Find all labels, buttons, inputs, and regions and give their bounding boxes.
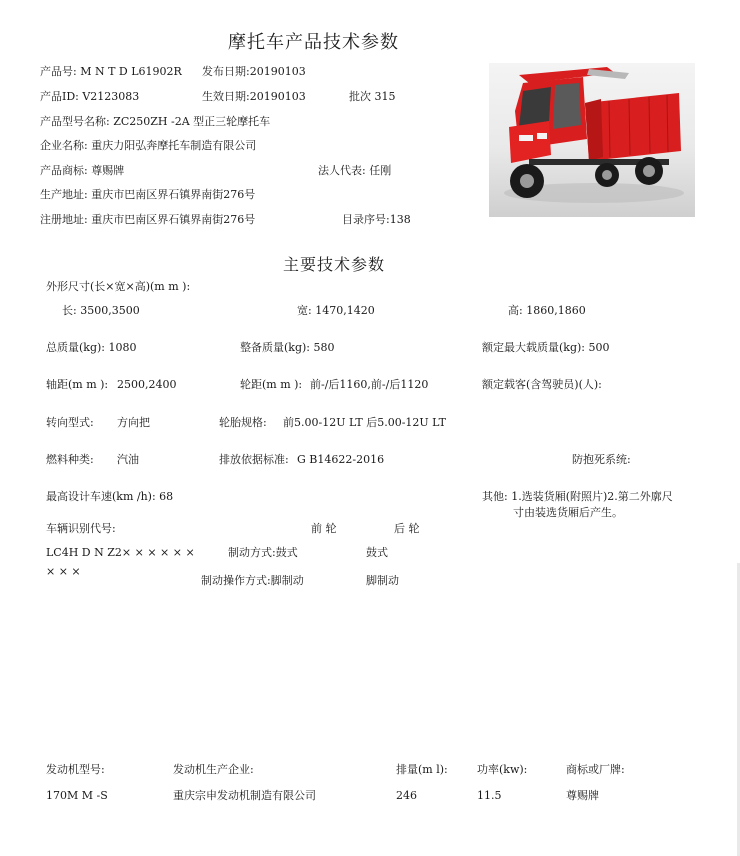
max-speed: 最高设计车速(km /h): 68 [46, 490, 174, 503]
width: 宽: 1470,1420 [297, 304, 375, 317]
power-label: 功率(kw): [477, 763, 528, 776]
company-name: 企业名称: 重庆力阳弘奔摩托车制造有限公司 [40, 139, 257, 152]
emission-label: 排放依据标准: [219, 453, 289, 466]
wheelbase-value: 2500,2400 [117, 378, 177, 391]
legal-representative: 法人代表: 任刚 [318, 164, 392, 177]
dimensions-label: 外形尺寸(长×宽×高)(m m ): [46, 280, 191, 293]
release-date: 发布日期:20190103 [202, 65, 306, 78]
power-value: 11.5 [477, 789, 502, 802]
displacement-label: 排量(m l): [396, 763, 448, 776]
front-wheel-header: 前 轮 [311, 522, 337, 535]
engine-brand-value: 尊赐牌 [566, 789, 599, 802]
engine-brand-label: 商标或厂牌: [566, 763, 625, 776]
batch: 批次 315 [349, 90, 396, 103]
height: 高: 1860,1860 [508, 304, 586, 317]
abs-system: 防抱死系统: [572, 453, 631, 466]
product-id: 产品ID: V2123083 [40, 90, 140, 103]
section-title: 主要技术参数 [283, 255, 386, 274]
other-line-1: 其他: 1.选装货厢(附照片)2.第二外廓尺 [482, 490, 673, 503]
vin-label: 车辆识别代号: [46, 522, 116, 535]
wheelbase-label: 轴距(m m ): [46, 378, 109, 391]
curb-mass: 整备质量(kg): 580 [240, 341, 335, 354]
tire-value: 前5.00-12U LT 后5.00-12U LT [283, 416, 446, 429]
catalog-no: 目录序号:138 [342, 213, 411, 226]
fuel-value: 汽油 [117, 453, 139, 466]
model-name: 产品型号名称: ZC250ZH -2A 型正三轮摩托车 [40, 115, 271, 128]
other-line-2: 寸由装选货厢后产生。 [513, 506, 623, 519]
tire-label: 轮胎规格: [219, 416, 267, 429]
steering-value: 方向把 [117, 416, 150, 429]
passengers: 额定载客(含驾驶员)(人): [482, 378, 602, 391]
red-cargo-tricycle-photo [489, 63, 695, 217]
engine-model-value: 170M M -S [46, 789, 108, 802]
vin-line-2: × × × [46, 565, 81, 578]
vin-line-1: LC4H D N Z2× × × × × × [46, 546, 195, 559]
page-title: 摩托车产品技术参数 [228, 32, 399, 53]
engine-maker-label: 发动机生产企业: [173, 763, 254, 776]
production-address: 生产地址: 重庆市巴南区界石镇界南街276号 [40, 188, 256, 201]
tricycle-illustration [489, 63, 695, 217]
fuel-label: 燃料种类: [46, 453, 94, 466]
rear-wheel-header: 后 轮 [394, 522, 420, 535]
displacement-value: 246 [396, 789, 417, 802]
steering-label: 转向型式: [46, 416, 94, 429]
brake-type-rear: 鼓式 [366, 546, 388, 559]
brand: 产品商标: 尊赐牌 [40, 164, 125, 177]
effective-date: 生效日期:20190103 [202, 90, 306, 103]
length: 长: 3500,3500 [62, 304, 140, 317]
track-label: 轮距(m m ): [240, 378, 303, 391]
rated-load: 额定最大载质量(kg): 500 [482, 341, 610, 354]
brake-type: 制动方式:鼓式 [228, 546, 298, 559]
engine-maker-value: 重庆宗申发动机制造有限公司 [173, 789, 316, 802]
total-mass: 总质量(kg): 1080 [46, 341, 137, 354]
track-value: 前-/后1160,前-/后1120 [310, 378, 429, 391]
registered-address: 注册地址: 重庆市巴南区界石镇界南街276号 [40, 213, 256, 226]
brake-operation-rear: 脚制动 [366, 574, 399, 587]
brake-operation: 制动操作方式:脚制动 [201, 574, 304, 587]
engine-model-label: 发动机型号: [46, 763, 105, 776]
emission-value: G B14622-2016 [297, 453, 385, 466]
product-no: 产品号: M N T D L61902R [40, 65, 182, 78]
